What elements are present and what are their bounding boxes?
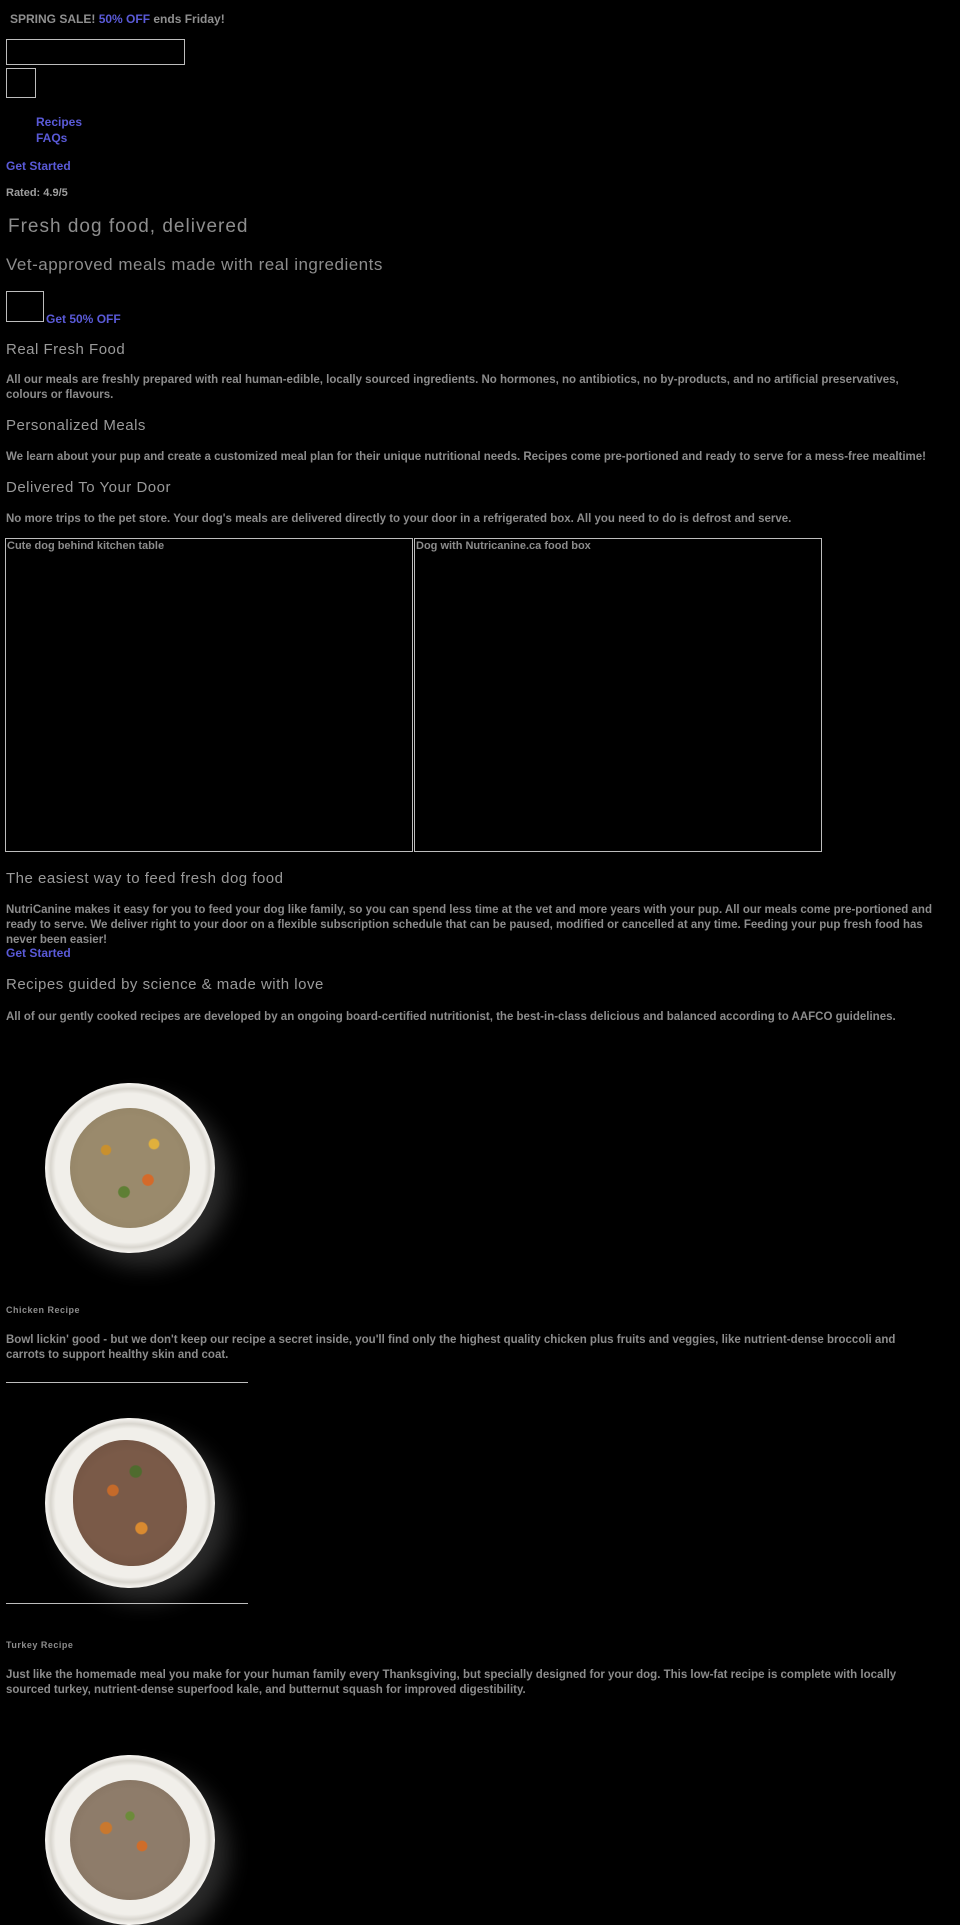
recipe-name-turkey: Turkey Recipe [6, 1640, 74, 1650]
image-alt-text: Cute dog behind kitchen table [7, 540, 165, 552]
section-text-easiest: NutriCanine makes it easy for you to feed your dog like family, so you can spend less time at the vet and more years with your pup. All our meals come pre-portioned and ready to serve. We deliver right to your door on a flexible subscription schedule that can be paused, modified or cancelled at any time. Feeding your pup fresh food has never been easier! [6, 904, 932, 946]
feature-title-real-fresh-food: Real Fresh Food [6, 341, 126, 358]
menu-button[interactable] [6, 68, 36, 98]
hero-subtitle: Vet-approved meals made with real ingredients [6, 255, 383, 274]
recipe-text-chicken: Bowl lickin' good - but we don't keep our recipe a secret inside, you'll find only the highest quality chicken plus fruits and veggies, like nutrient-dense broccoli and carrots to support healthy skin and coat. [6, 1334, 896, 1361]
get-started-button[interactable]: Get Started [6, 946, 71, 960]
feature-title-personalized-meals: Personalized Meals [6, 417, 146, 434]
banner-prefix: SPRING SALE! [10, 12, 99, 26]
feature-text-delivered: No more trips to the pet store. Your dog's meals are delivered directly to your door in a refrigerated box. All you need to do is defrost and serve. [6, 513, 792, 525]
beef-recipe-image [45, 1755, 215, 1925]
section-text-recipes: All of our gently cooked recipes are developed by an ongoing board-certified nutritionist, the best-in-class delicious and balanced according to AAFCO guidelines. [6, 1011, 896, 1023]
nav-item-recipes[interactable]: Recipes [36, 115, 83, 129]
rating-text: Rated: 4.9/5 [6, 187, 68, 199]
section-title-easiest: The easiest way to feed fresh dog food [6, 870, 284, 887]
get-50-off-button[interactable]: Get 50% OFF [46, 312, 121, 326]
banner-sale-text[interactable]: 50% OFF [98, 12, 151, 26]
beef-food [70, 1780, 190, 1900]
cta-image-box[interactable] [6, 291, 44, 322]
recipe-text-turkey: Just like the homemade meal you make for your human family every Thanksgiving, but specially designed for your dog. This low-fat recipe is complete with locally sourced turkey, nutrient-dense superfood kale, and butternut squash for improved digestibility. [6, 1669, 897, 1696]
turkey-recipe-image [45, 1418, 215, 1588]
divider [6, 1382, 248, 1383]
feature-title-delivered: Delivered To Your Door [6, 479, 171, 496]
promo-banner [10, 12, 225, 26]
image-alt-text: Dog with Nutricanine.ca food box [416, 540, 591, 552]
banner-suffix: ends Friday! [150, 12, 225, 26]
divider [6, 1603, 248, 1604]
turkey-food [73, 1440, 187, 1566]
chicken-recipe-image [45, 1083, 215, 1253]
dog-kitchen-image [5, 538, 413, 852]
main-nav [36, 114, 82, 146]
recipe-name-chicken: Chicken Recipe [6, 1305, 81, 1315]
feature-text-real-fresh-food: All our meals are freshly prepared with real human-edible, locally sourced ingredients. No hormones, no antibiotics, no by-products, and no artificial preservatives, colours or flavours. [6, 374, 899, 401]
hero-title: Fresh dog food, delivered [8, 216, 249, 237]
chicken-food [70, 1108, 190, 1228]
feature-text-personalized-meals: We learn about your pup and create a customized meal plan for their unique nutritional needs. Recipes come pre-portioned and ready to serve for a mess-free mealtime! [6, 451, 927, 463]
dog-food-box-image [414, 538, 822, 852]
nav-item-faqs[interactable]: FAQs [36, 131, 68, 145]
section-title-recipes: Recipes guided by science & made with love [6, 976, 324, 993]
search-input[interactable] [6, 39, 185, 65]
get-started-button[interactable]: Get Started [6, 159, 71, 173]
